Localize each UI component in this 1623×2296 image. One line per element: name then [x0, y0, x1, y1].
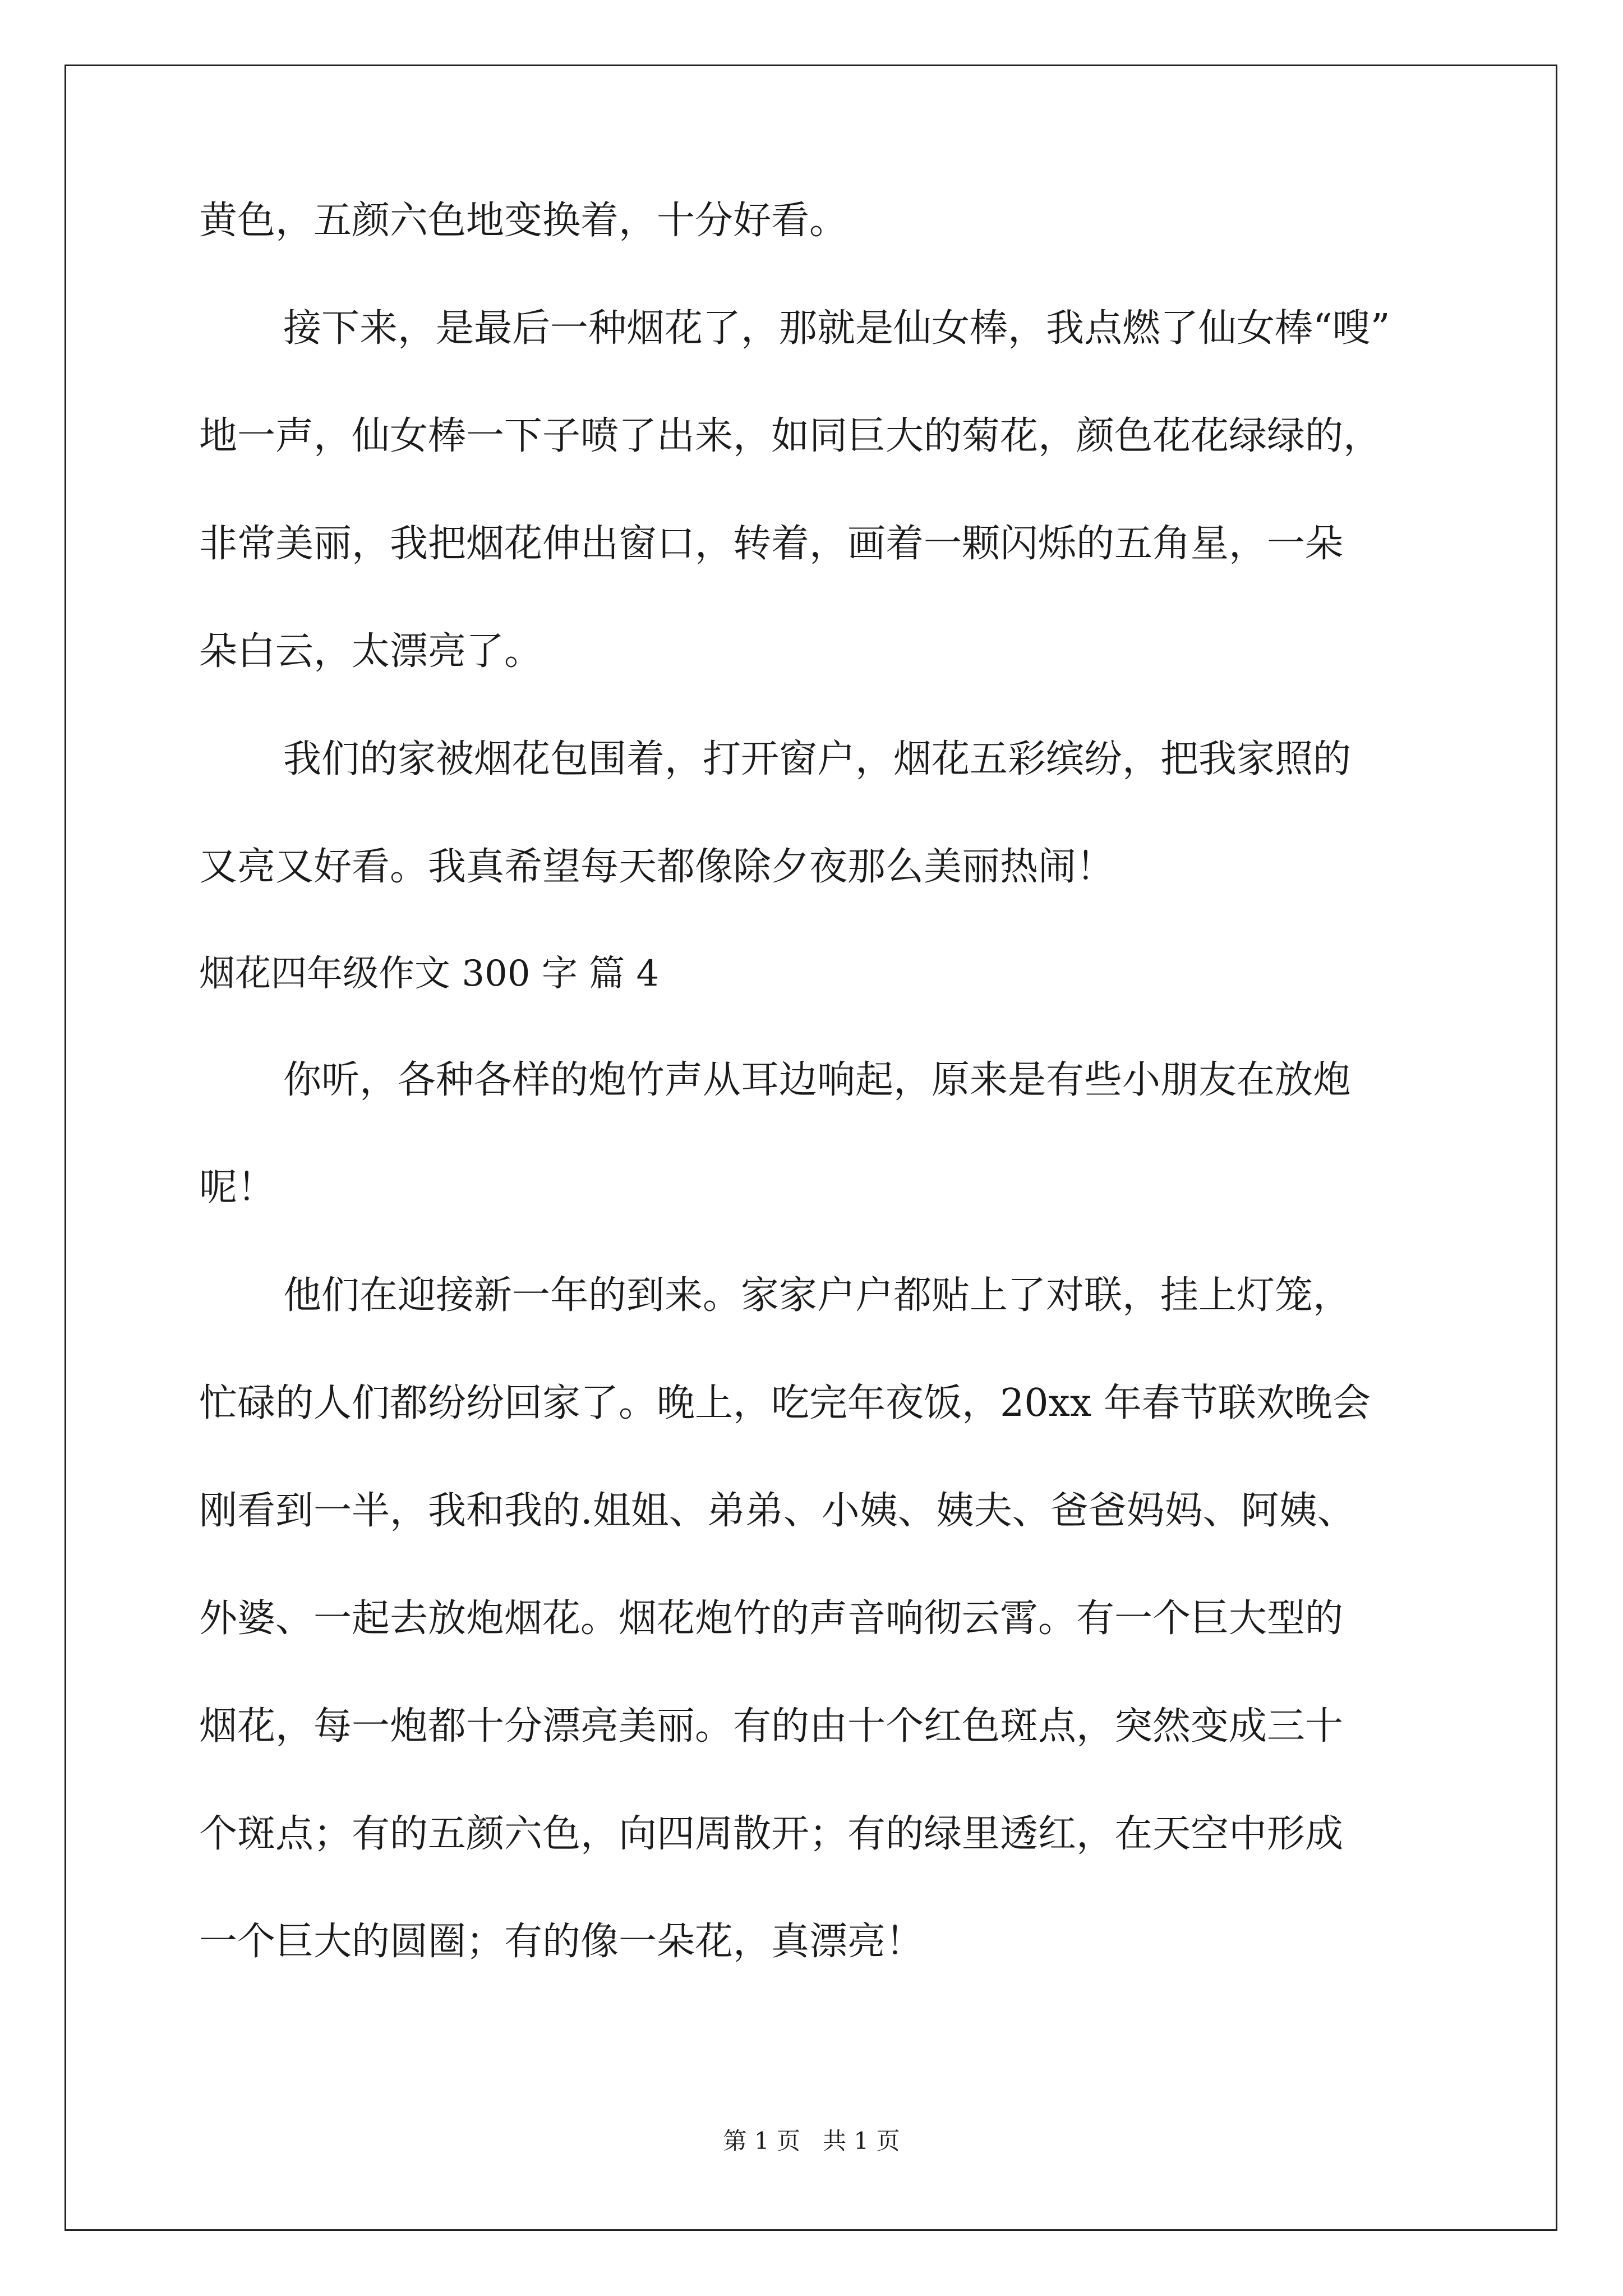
- paragraph-line: 呢！: [199, 1166, 276, 1210]
- paragraph-line: 他们在迎接新一年的到来。家家户户都贴上了对联，挂上灯笼，: [283, 1273, 1352, 1318]
- paragraph-line: 忙碌的人们都纷纷回家了。晚上，吃完年夜饭，20xx 年春节联欢晚会: [199, 1381, 1371, 1425]
- paragraph-line: 你听，各种各样的炮竹声从耳边响起，原来是有些小朋友在放炮: [283, 1058, 1352, 1102]
- paragraph-line: 又亮又好看。我真希望每天都像除夕夜那么美丽热闹！: [199, 845, 1115, 889]
- page-footer: 第 1 页 共 1 页: [723, 2127, 900, 2155]
- document-body: [199, 199, 1461, 2031]
- paragraph-line: 朵白云，太漂亮了。: [199, 629, 543, 674]
- paragraph-line: 外婆、一起去放炮烟花。烟花炮竹的声音响彻云霄。有一个巨大型的: [199, 1596, 1344, 1641]
- paragraph-line: 烟花，每一炮都十分漂亮美丽。有的由十个红色斑点，突然变成三十: [199, 1704, 1344, 1749]
- paragraph-line: 地一声，仙女棒一下子喷了出来，如同巨大的菊花，颜色花花绿绿的，: [199, 414, 1382, 458]
- paragraph-line: 一个巨大的圆圈；有的像一朵花，真漂亮！: [199, 1920, 924, 1964]
- paragraph-line: 黄色，五颜六色地变换着，十分好看。: [199, 199, 848, 243]
- paragraph-line: 非常美丽，我把烟花伸出窗口，转着，画着一颗闪烁的五角星，一朵: [199, 522, 1344, 566]
- paragraph-line: 接下来，是最后一种烟花了，那就是仙女棒，我点燃了仙女棒“嗖”: [283, 306, 1390, 351]
- paragraph-line: 我们的家被烟花包围着，打开窗户，烟花五彩缤纷，把我家照的: [283, 737, 1352, 781]
- paragraph-line: 个斑点；有的五颜六色，向四周散开；有的绿里透红，在天空中形成: [199, 1812, 1344, 1856]
- section-heading: 烟花四年级作文 300 字 篇 4: [199, 953, 660, 995]
- paragraph-line: 刚看到一半，我和我的.姐姐、弟弟、小姨、姨夫、爸爸妈妈、阿姨、: [199, 1489, 1355, 1533]
